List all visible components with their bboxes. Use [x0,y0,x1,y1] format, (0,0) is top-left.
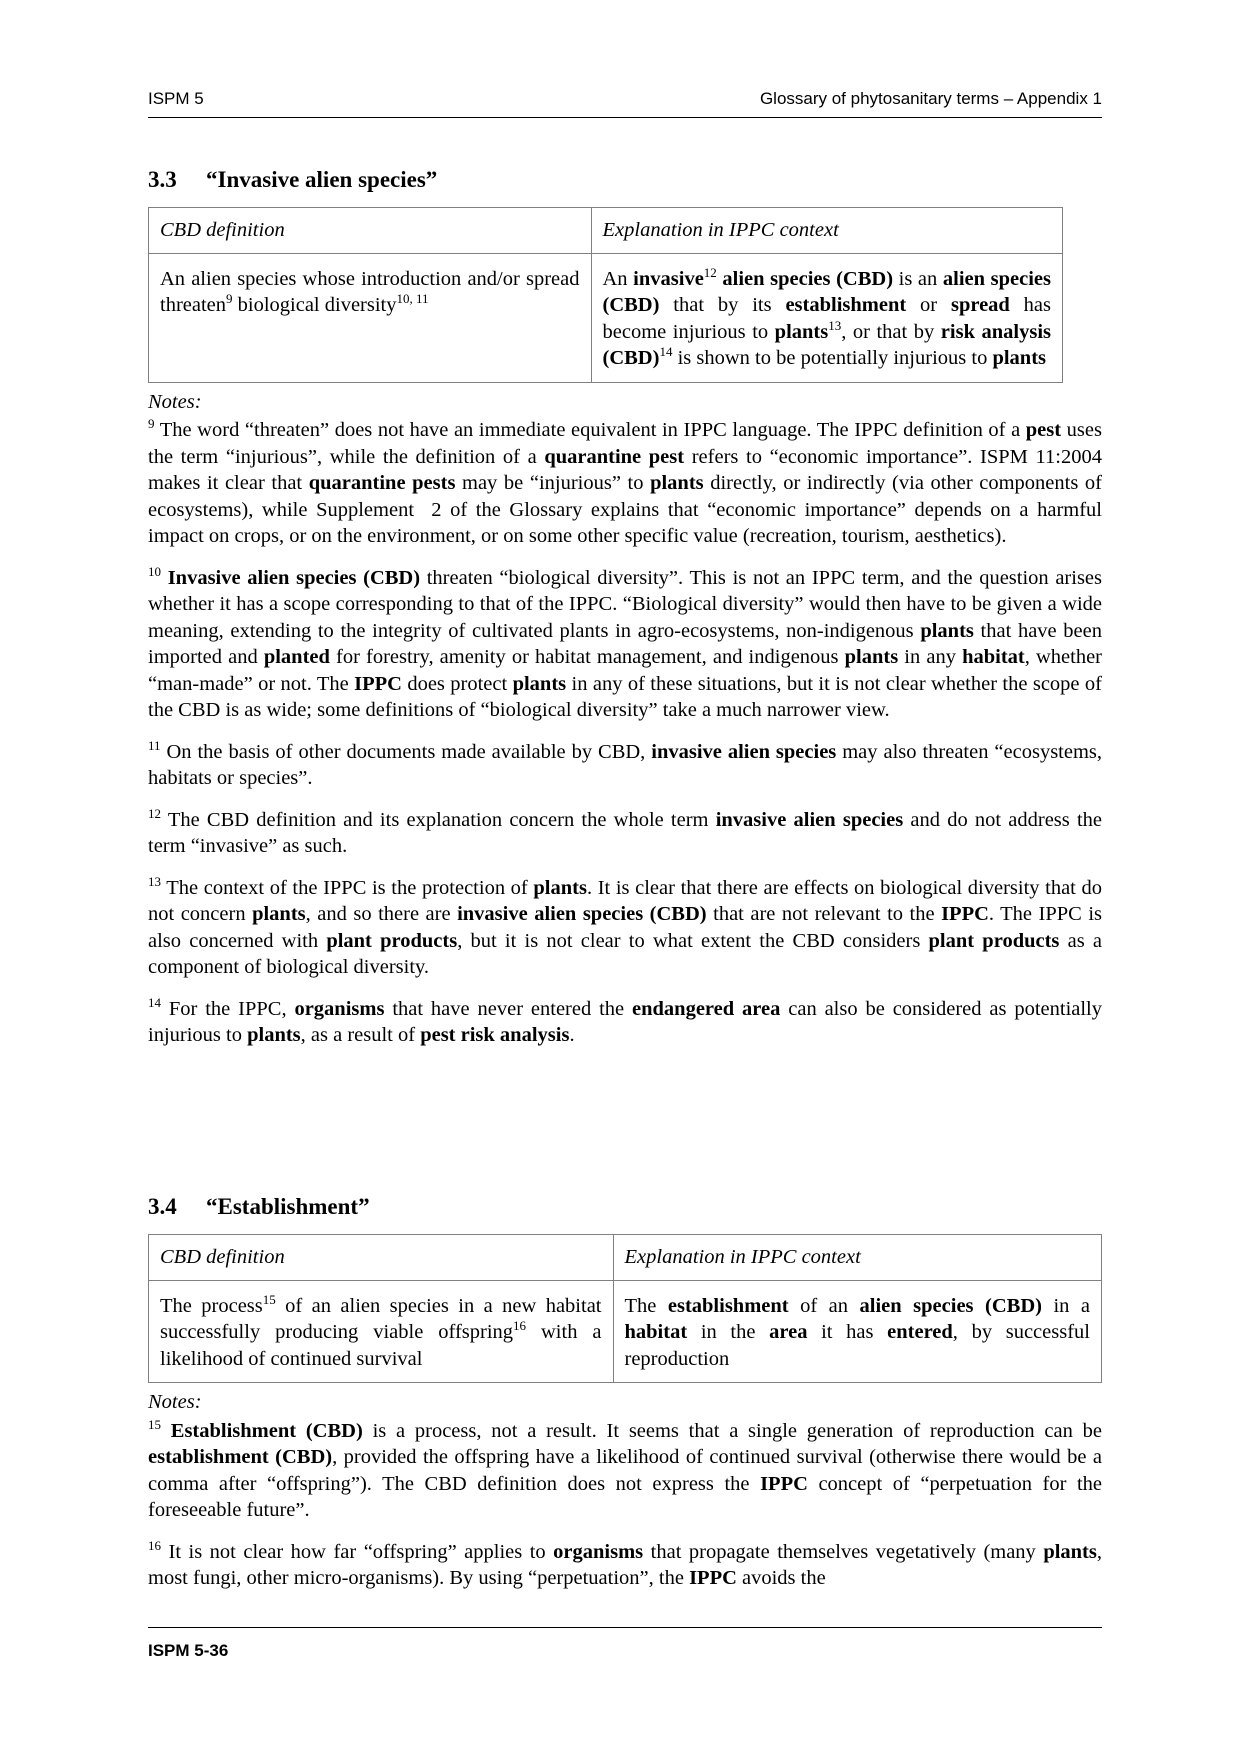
text-run: , most fungi, other micro-organisms). By using “perpetuation”, the [148,1540,1102,1589]
footnote-11 [148,739,1102,792]
bold-term: pest [1025,419,1062,441]
bold-term: risk analysis (CBD) [602,320,1051,369]
text-run: , provided the offspring have a likelihood of continued survival (otherwise there would be a comma after “offspring”). The CBD definition does not express the [148,1446,1102,1495]
text-run: does protect [401,672,513,695]
text-run [161,567,168,589]
section-heading [148,1193,1102,1221]
text-run: in any of these situations, but it is not clear whether the scope of the CBD is as wide; some definitions of “biological diversity” take a much narrower view. [148,672,1102,721]
definition-table [148,1234,1102,1383]
footnote-ref: 11 [148,737,161,753]
bold-term: quarantine pests [308,472,456,494]
bold-term: plants [252,903,306,925]
bold-term: plants [992,347,1047,369]
bold-term: plants [920,619,974,642]
text-run: that are not relevant to the [706,903,942,925]
col-header-cbd-definition: CBD definition [149,208,592,254]
bold-term: Establishment (CBD) [170,1419,363,1442]
text-run: , but it is not clear to what extent the CBD considers [457,929,929,952]
text-run: biological diversity [232,294,397,316]
ippc-explanation-text [613,1280,1102,1383]
table-body-row [149,1280,1102,1383]
text-run: concept of “perpetuation for the foreseeable future”. [148,1472,1103,1521]
text-run: of an [788,1294,860,1317]
bold-term: endangered area [632,997,781,1020]
bold-term: IPPC [760,1472,808,1495]
text-run: threaten “biological diversity”. This is not an IPPC term, and the question arises whether it has a scope corresponding to that of the IPPC. “Biological diversity” would then have to be given a wide meaning, extending to the integrity of cultivated plants in agro-ecosystems, non-indigenous [148,566,1103,642]
bold-term: plants [1043,1540,1097,1563]
text-run: The context of the IPPC is the protection of [161,876,534,899]
bold-term: plants [774,320,829,343]
text-run: , whether “man-made” or not. The [148,646,1102,695]
text-run: On the basis of other documents made available by CBD, [160,740,652,763]
footnote-ref: 12 [148,805,161,821]
footnote-12 [148,807,1102,860]
bold-term: IPPC [941,903,989,925]
text-run: that have been imported and [148,619,1102,668]
text-run: that have never entered the [384,997,633,1020]
text-run [161,1420,171,1442]
text-run: has become injurious to [602,294,1052,343]
footnote-ref: 15 [148,1416,161,1432]
notes-label: Notes: [148,390,202,413]
bold-term: plants [844,646,899,668]
cbd-definition-text [149,1280,614,1383]
section-title: “Establishment” [206,1194,370,1219]
text-run: , and so there are [305,903,458,925]
bold-term: invasive alien species [715,808,904,831]
footnote-ref: 15 [262,1291,276,1307]
text-run: For the IPPC, [161,997,295,1020]
footnote-ref: 16 [148,1537,161,1553]
table-header-row [149,1235,1102,1281]
footnote-ref: 9 [148,416,155,431]
text-run: for forestry, amenity or habitat management, and indigenous [329,646,845,668]
bold-term: plants [247,1024,301,1046]
footnote-9 [148,417,1102,550]
bold-term: organisms [294,997,385,1020]
section-invasive-alien-species [148,166,1102,1049]
text-run: An [602,267,634,290]
section-number: 3.4 [148,1194,177,1219]
bold-term: alien species (CBD) [602,267,1051,316]
text-run: . The IPPC is also concerned with [148,903,1103,952]
bold-term: Invasive alien species (CBD) [167,566,421,589]
text-run: is an [893,267,943,290]
text-run: directly, or indirectly (via other components of ecosystems), while Supplement 2 of the Glossary explains that “economic importance” depends on a harmful impact on crops, or on the environment, or on some other specific value (recreation, tourism, aesthetics). [148,472,1102,547]
header-standard-label: ISPM 5 [148,89,204,108]
cbd-definition-text [149,253,592,382]
text-run: with a likelihood of continued survival [160,1321,602,1370]
page-number-label: ISPM 5-36 [148,1641,229,1660]
text-run: uses the term “injurious”, while the definition of a [148,419,1102,468]
section-heading [148,166,1102,194]
bold-term: pest risk analysis [420,1024,570,1046]
bold-term: entered [887,1321,953,1343]
footnote-ref: 16 [513,1318,527,1333]
text-run: that by its [659,294,786,316]
bold-term: plants [533,876,587,899]
text-run: refers to “economic importance”. ISPM 11:2004 makes it clear that [148,445,1102,494]
header-rule [148,117,1102,118]
bold-term: organisms [553,1540,644,1563]
section-establishment [148,1193,1102,1592]
text-run: , or that by [841,320,941,343]
footnote-ref: 14 [148,994,161,1010]
bold-term: plants [512,672,567,695]
text-run: is a process, not a result. It seems that a single generation of reproduction can be [362,1419,1103,1442]
footnote-ref: 13 [148,873,161,889]
bold-term: spread [950,294,1010,316]
header-document-title: Glossary of phytosanitary terms – Appendix 1 [759,89,1102,108]
col-header-ippc-explanation: Explanation in IPPC context [613,1235,1102,1281]
text-run: can also be considered as potentially injurious to [148,997,1102,1046]
bold-term: quarantine pest [544,445,685,468]
bold-term: plants [650,472,704,494]
bold-term: establishment [667,1294,789,1317]
bold-term: invasive alien species (CBD) [457,903,707,925]
table-header-row [149,208,1063,254]
footnote-ref: 10, 11 [396,291,429,306]
col-header-cbd-definition: CBD definition [149,1235,614,1281]
footnote-ref: 14 [659,344,673,359]
bold-term: alien species (CBD) [859,1294,1042,1317]
bold-term: planted [263,646,330,668]
footnote-ref: 9 [226,291,233,306]
text-run: The word “threaten” does not have an immediate equivalent in IPPC language. The IPPC definition of a [154,419,1026,441]
text-run: is shown to be potentially injurious to [672,347,993,369]
bold-term: habitat [962,646,1025,668]
bold-term: plant products [326,929,458,952]
footnote-13 [148,875,1102,981]
bold-term: area [769,1321,808,1343]
text-run: , as a result of [300,1024,421,1046]
text-run: and do not address the term “invasive” as such. [148,808,1102,857]
text-run: that propagate themselves vegetatively (many [643,1540,1044,1563]
text-run: . [569,1024,575,1046]
text-run: in a [1041,1294,1090,1317]
text-run: as a component of biological diversity. [148,929,1102,978]
text-run: of an alien species in a new habitat successfully producing viable offspring [160,1294,602,1343]
text-run: may also threaten “ecosystems, habitats or species”. [148,740,1103,789]
footnote-10 [148,565,1102,724]
text-run: avoids the [736,1567,826,1589]
footnote-ref: 12 [703,264,717,280]
text-run: . It is clear that there are effects on biological diversity that do not concern [148,876,1102,925]
text-run: The CBD definition and its explanation concern the whole term [161,808,716,831]
document-page [148,0,1102,1754]
text-run: may be “injurious” to [455,472,651,494]
bold-term: IPPC [689,1567,737,1589]
footnote-ref: 13 [828,317,842,333]
section-number: 3.3 [148,167,177,192]
text-run: in the [687,1321,770,1343]
text-run: The [624,1294,668,1317]
text-run: It is not clear how far “offspring” applies to [161,1540,554,1563]
table-body-row [149,253,1063,382]
bold-term: IPPC [354,672,402,695]
bold-term: habitat [624,1321,688,1343]
bold-term: establishment (CBD) [148,1446,333,1468]
bold-term: establishment [785,294,907,316]
notes-list [148,1418,1102,1592]
col-header-ippc-explanation: Explanation in IPPC context [591,208,1063,254]
bold-term: plant products [928,929,1060,952]
footnote-16 [148,1539,1102,1592]
section-title: “Invasive alien species” [206,167,438,192]
text-run: or [906,294,951,316]
bold-term: invasive [633,267,704,290]
text-run: it has [807,1321,888,1343]
footnote-14 [148,996,1102,1049]
bold-term: invasive alien species [651,740,837,763]
text-run: The process [160,1294,263,1317]
notes-list [148,417,1102,1049]
ippc-explanation-text [591,253,1063,382]
bold-term: alien species (CBD) [722,267,894,290]
text-run: , by successful reproduction [624,1321,1090,1370]
text-run: An alien species whose introduction and/or spread threaten [160,267,580,316]
footer-rule [148,1627,1102,1628]
footnote-15 [148,1418,1102,1524]
text-run: in any [898,646,963,668]
definition-table [148,207,1063,383]
notes-label: Notes: [148,1391,202,1413]
footnote-ref: 10 [148,563,161,579]
